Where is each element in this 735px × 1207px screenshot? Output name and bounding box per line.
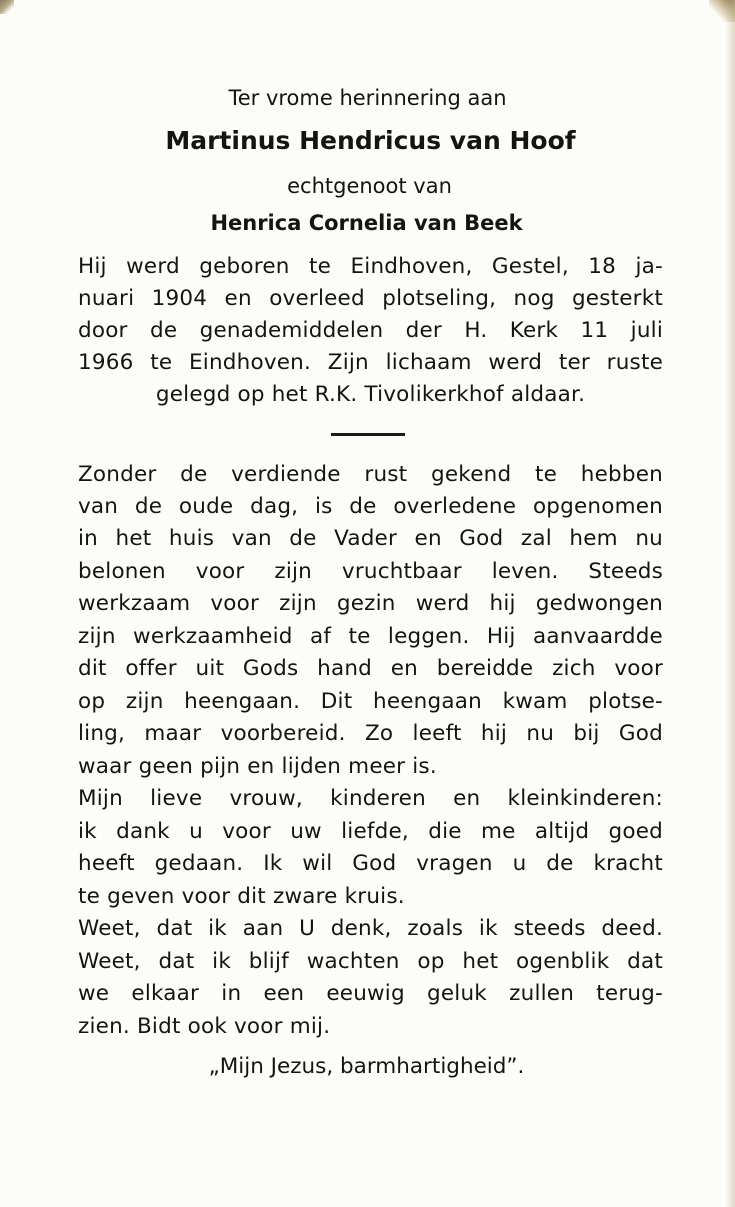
biography-line: Hij werd geboren te Eindhoven, Gestel, 18 ja- [78, 254, 663, 279]
body-line: in het huis van de Vader en God zal hem nu [78, 526, 663, 551]
body-line: we elkaar in een eeuwig geluk zullen terug- [78, 981, 663, 1006]
biography-line: door de genademiddelen der H. Kerk 11 juli [78, 318, 663, 343]
body-line: Mijn lieve vrouw, kinderen en kleinkinderen: [78, 786, 663, 811]
body-line: dit offer uit Gods hand en bereidde zich voor [78, 656, 663, 681]
biography-line: gelegd op het R.K. Tivolikerkhof aldaar. [155, 382, 586, 407]
body-line: werkzaam voor zijn gezin werd hij gedwongen [78, 591, 663, 616]
body-line: zijn werkzaamheid af te leggen. Hij aanvaardde [78, 624, 663, 649]
closing-prayer: „Mijn Jezus, barmhartigheid”. [208, 1054, 525, 1079]
body-line: Zonder de verdiende rust gekend te hebben [78, 462, 663, 487]
spouse-name: Henrica Cornelia van Beek [210, 211, 523, 235]
body-line: heeft gedaan. Ik wil God vragen u de kracht [78, 851, 663, 876]
body-line: van de oude dag, is de overledene opgenomen [78, 494, 663, 519]
body-line: Weet, dat ik blijf wachten op het ogenblik dat [78, 949, 663, 974]
biography-line: 1966 te Eindhoven. Zijn lichaam werd ter ruste [78, 350, 663, 375]
deceased-name: Martinus Hendricus van Hoof [165, 126, 576, 155]
section-divider [331, 433, 405, 436]
relation-line: echtgenoot van [287, 174, 452, 198]
body-line: te geven voor dit zware kruis. [78, 884, 405, 909]
body-line: Weet, dat ik aan U denk, zoals ik steeds deed. [78, 916, 663, 941]
body-line: ik dank u voor uw liefde, die me altijd goed [78, 819, 663, 844]
body-line: ling, maar voorbereid. Zo leeft hij nu bij God [78, 721, 663, 746]
paper-corner-wear [0, 0, 14, 14]
body-line: belonen voor zijn vruchtbaar leven. Steeds [78, 559, 663, 584]
body-line: op zijn heengaan. Dit heengaan kwam plotse- [78, 689, 663, 714]
body-line: zien. Bidt ook voor mij. [78, 1014, 331, 1039]
biography-line: nuari 1904 en overleed plotseling, nog gesterkt [78, 286, 663, 311]
dedication-line: Ter vrome herinnering aan [228, 86, 507, 110]
body-line: waar geen pijn en lijden meer is. [78, 754, 437, 779]
